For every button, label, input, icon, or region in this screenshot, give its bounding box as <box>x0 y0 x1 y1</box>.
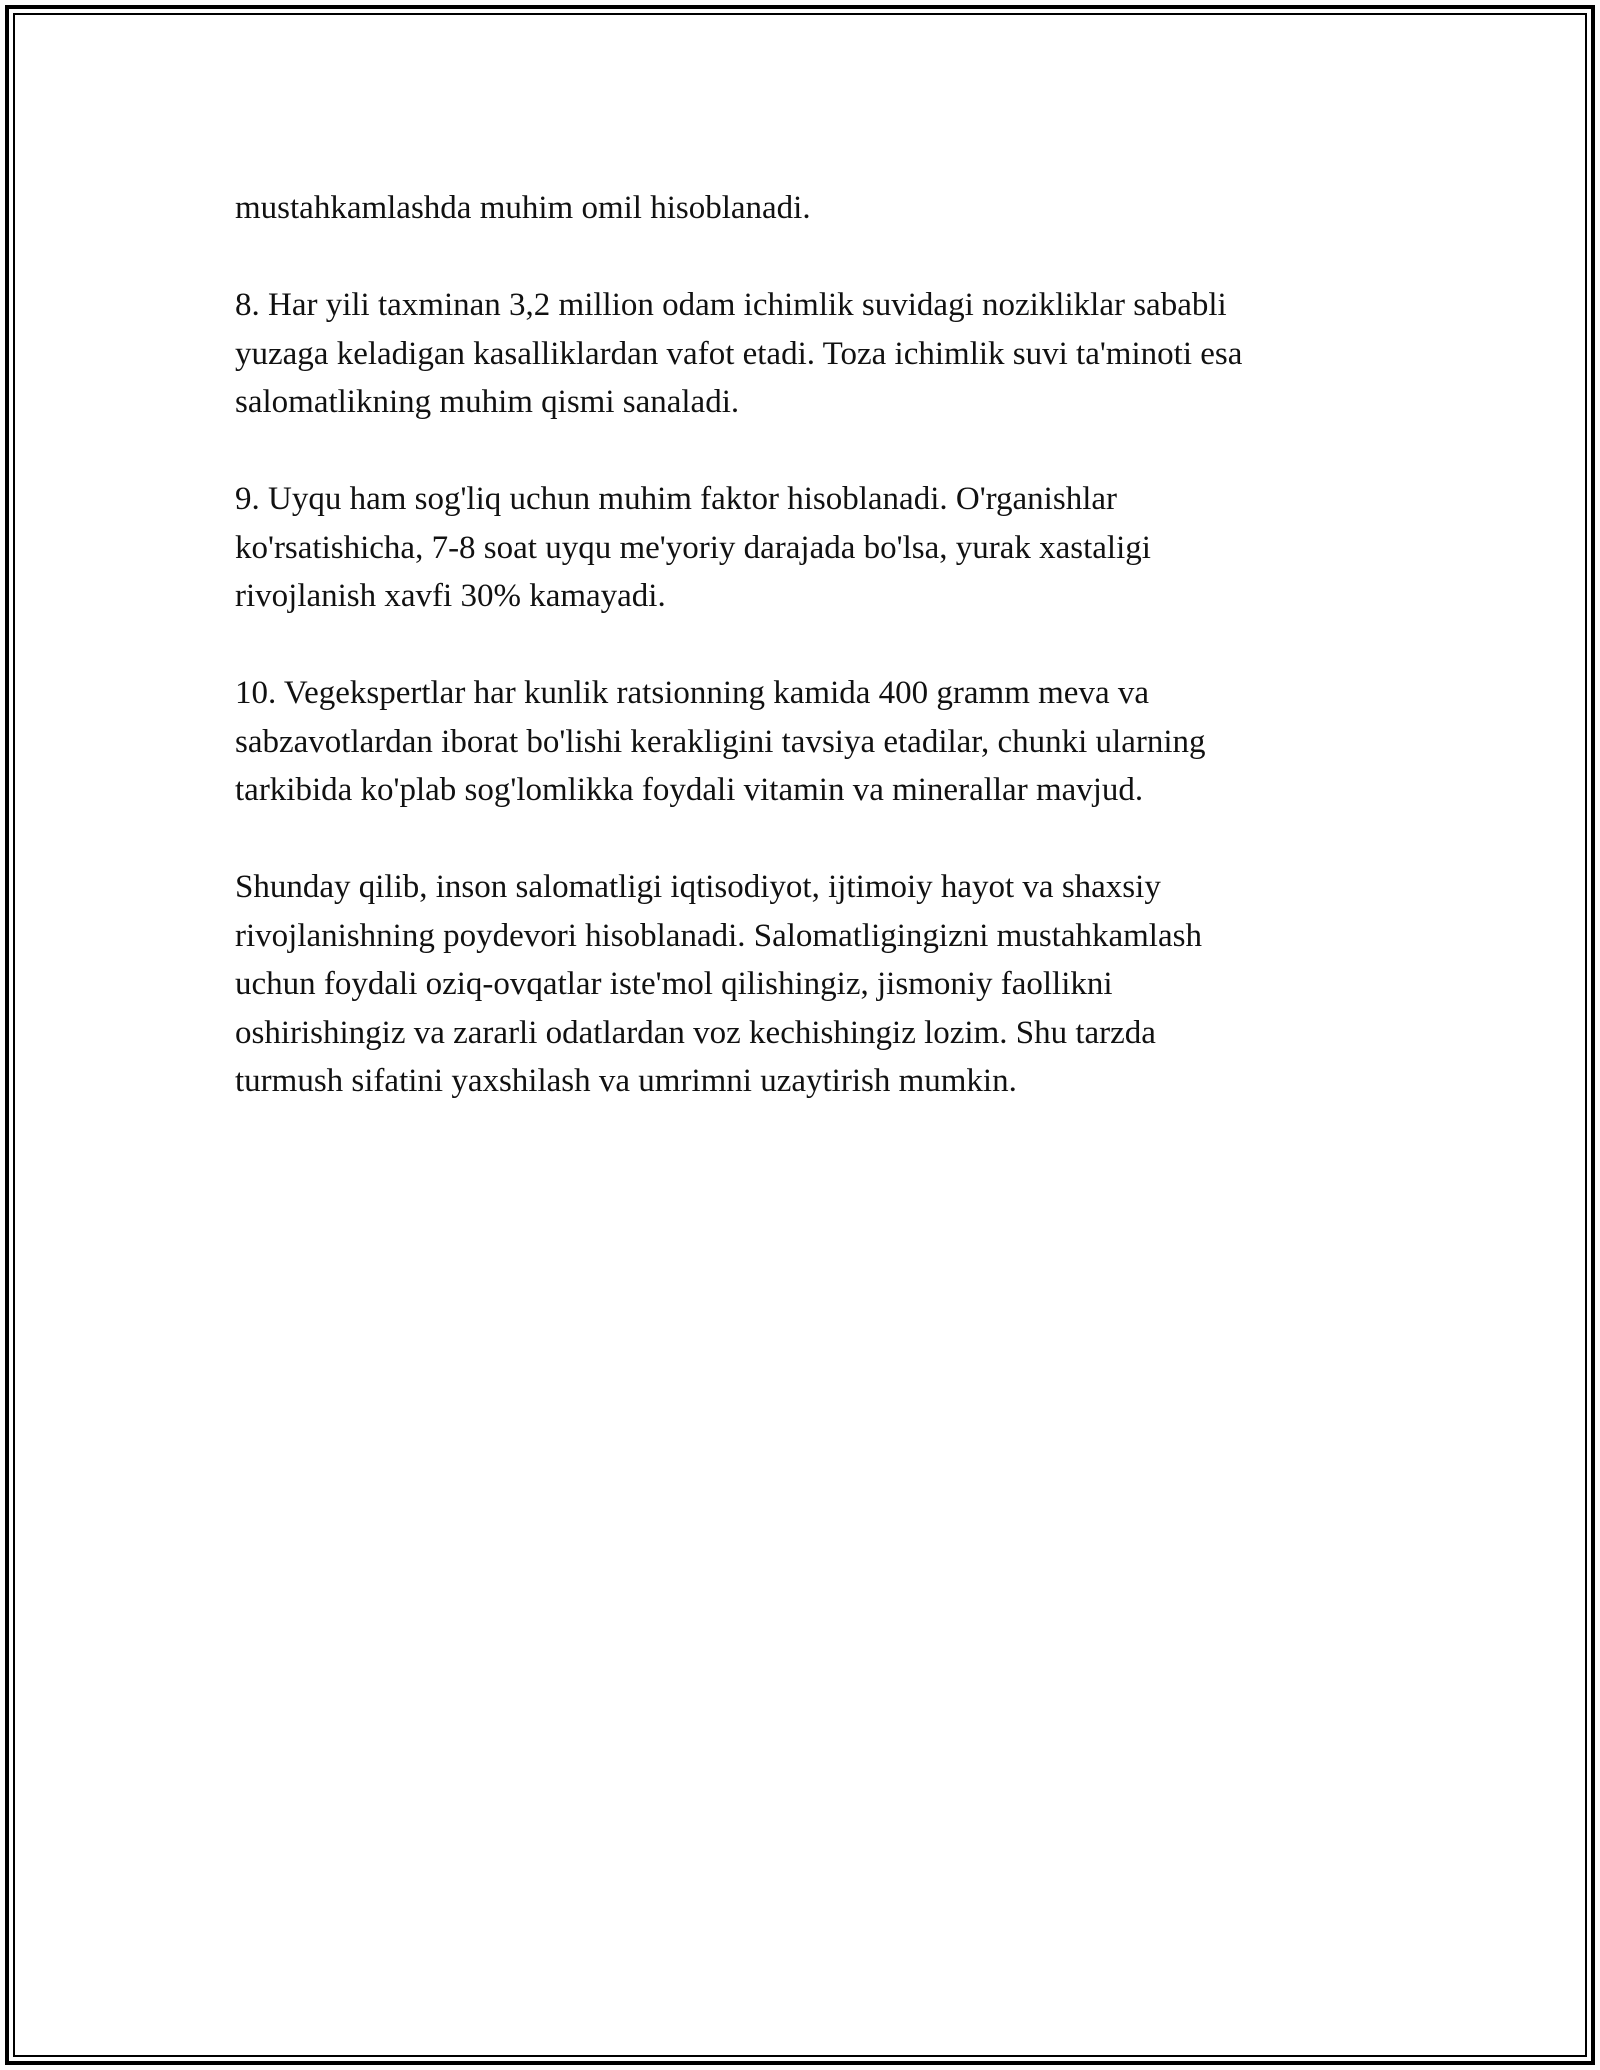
paragraph-item-10: 10. Vegekspertlar har kunlik ratsionning kamida 400 gramm meva va sabzavotlardan iborat bo'lishi kerakligini tavsiya etadilar, chunki ularning tarkibida ko'plab sog'lomlikka foydali vitamin va minerallar mavjud. <box>235 675 1206 808</box>
document-body <box>235 184 1375 1154</box>
paragraph-item-8: 8. Har yili taxminan 3,2 million odam ichimlik suvidagi nozikliklar sababli yuzaga keladigan kasalliklardan vafot etadi. Toza ichimlik suvi ta'minoti esa salomatlikning muhim qismi sanaladi. <box>235 287 1243 420</box>
paragraph-continuation: mustahkamlashda muhim omil hisoblanadi. <box>235 190 811 226</box>
paragraph-item-9: 9. Uyqu ham sog'liq uchun muhim faktor hisoblanadi. O'rganishlar ko'rsatishicha, 7-8 soat uyqu me'yoriy darajada bo'lsa, yurak xastaligi rivojlanish xavfi 30% kamayadi. <box>235 481 1151 614</box>
paragraph-conclusion: Shunday qilib, inson salomatligi iqtisodiyot, ijtimoiy hayot va shaxsiy rivojlanishning poydevori hisoblanadi. Salomatligingizni mustahkamlash uchun foydali oziq-ovqatlar iste'mol qilishingiz, jismoniy faollikni oshirishingiz va zararli odatlardan voz kechishingiz lozim. Shu tarzda turmush sifatini yaxshilash va umrimni uzaytirish mumkin. <box>235 869 1202 1099</box>
